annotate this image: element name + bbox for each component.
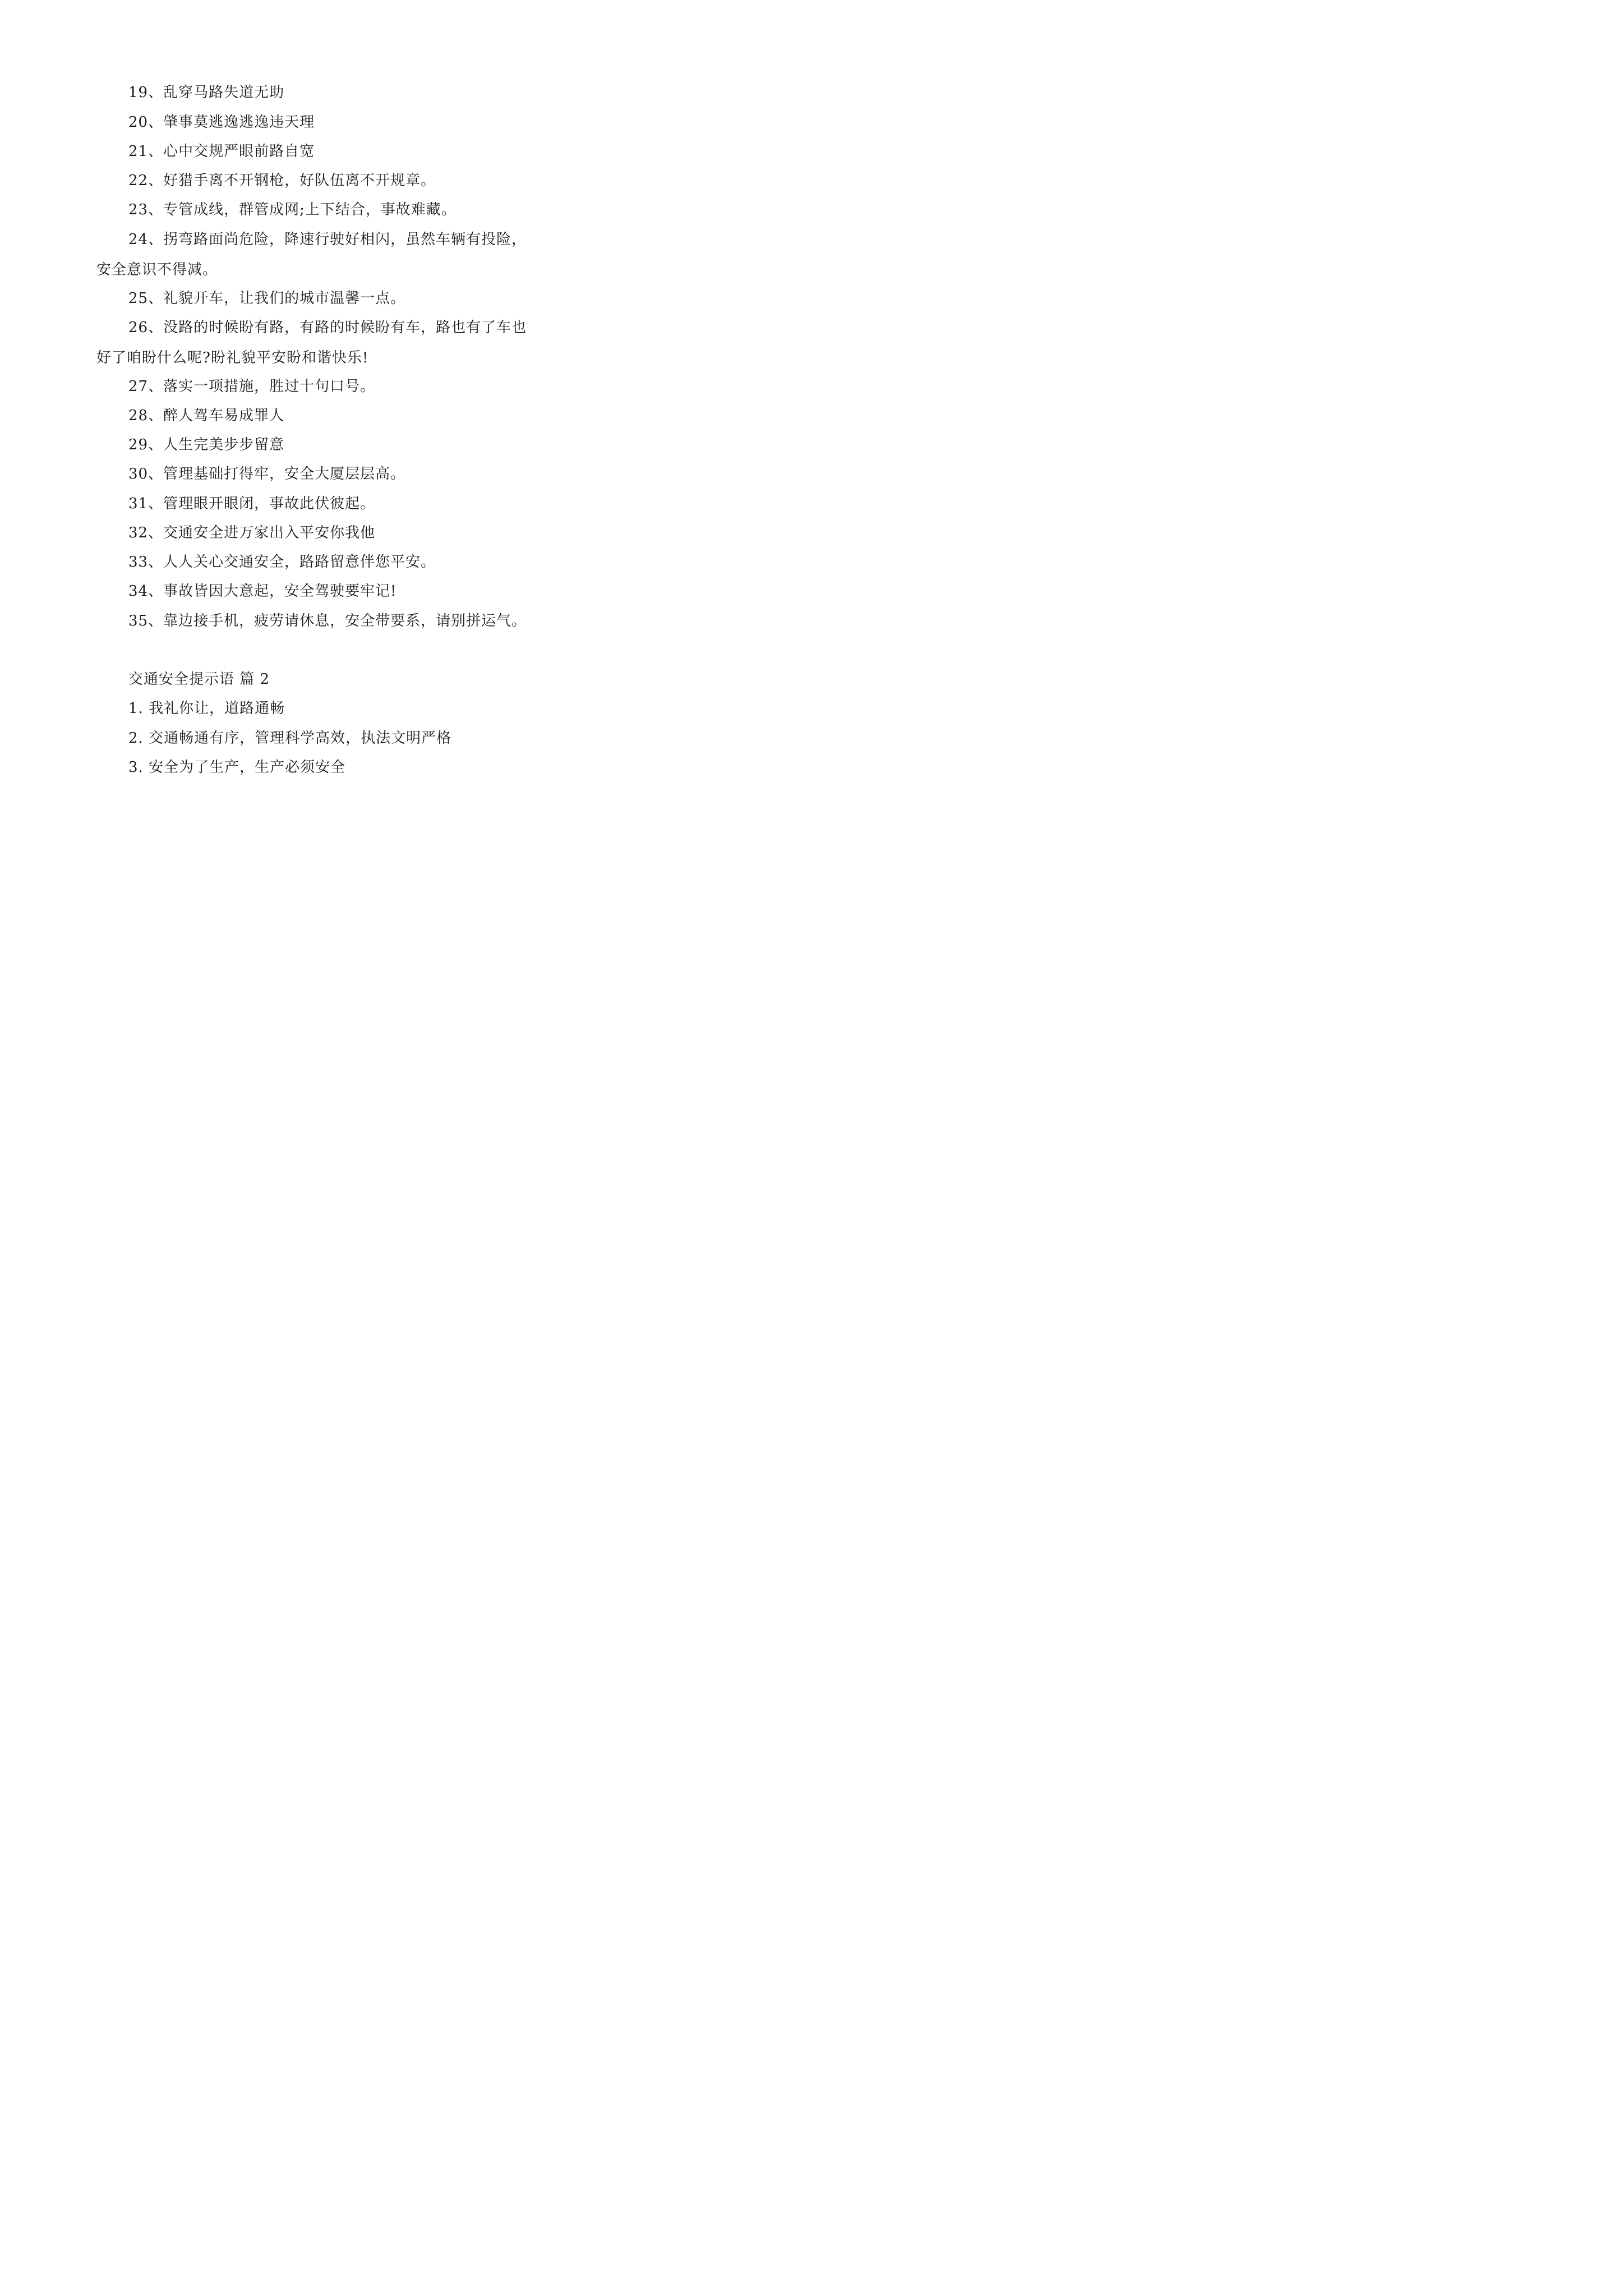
section-heading: 交通安全提示语 篇 2 [128, 671, 270, 688]
slogan-25: 25、礼貌开车，让我们的城市温馨一点。 [128, 290, 406, 307]
slogan-31: 31、管理眼开眼闭，事故此伏彼起。 [128, 495, 376, 512]
slogan-19: 19、乱穿马路失道无助 [128, 84, 285, 101]
slogan-26: 26、没路的时候盼有路，有路的时候盼有车，路也有了车也好了咱盼什么呢?盼礼貌平安盼和谐快乐! [96, 319, 527, 366]
slogan-23: 23、专管成线，群管成网;上下结合，事故难藏。 [128, 201, 457, 218]
slogan-29: 29、人生完美步步留意 [128, 436, 285, 453]
tip-1: 1. 我礼你让，道路通畅 [128, 700, 285, 717]
slogan-34: 34、事故皆因大意起，安全驾驶要牢记! [128, 583, 397, 600]
slogan-22: 22、好猎手离不开钢枪，好队伍离不开规章。 [128, 172, 436, 189]
document-page [0, 0, 620, 877]
slogan-27: 27、落实一项措施，胜过十句口号。 [128, 378, 376, 395]
slogan-28: 28、醉人驾车易成罪人 [128, 407, 285, 424]
slogan-35: 35、靠边接手机，疲劳请休息，安全带要系，请别拼运气。 [128, 613, 527, 629]
slogan-20: 20、肇事莫逃逸逃逸违天理 [128, 114, 315, 131]
slogan-21: 21、心中交规严眼前路自宽 [128, 143, 315, 160]
slogan-33: 33、人人关心交通安全，路路留意伴您平安。 [128, 554, 436, 570]
tip-2: 2. 交通畅通有序，管理科学高效，执法文明严格 [128, 730, 452, 747]
slogan-24: 24、拐弯路面尚危险，降速行驶好相闪，虽然车辆有投险，安全意识不得减。 [96, 231, 527, 278]
tip-3: 3. 安全为了生产，生产必须安全 [128, 759, 346, 776]
slogan-32: 32、交通安全进万家出入平安你我他 [128, 524, 376, 541]
slogan-30: 30、管理基础打得牢，安全大厦层层高。 [128, 466, 406, 482]
